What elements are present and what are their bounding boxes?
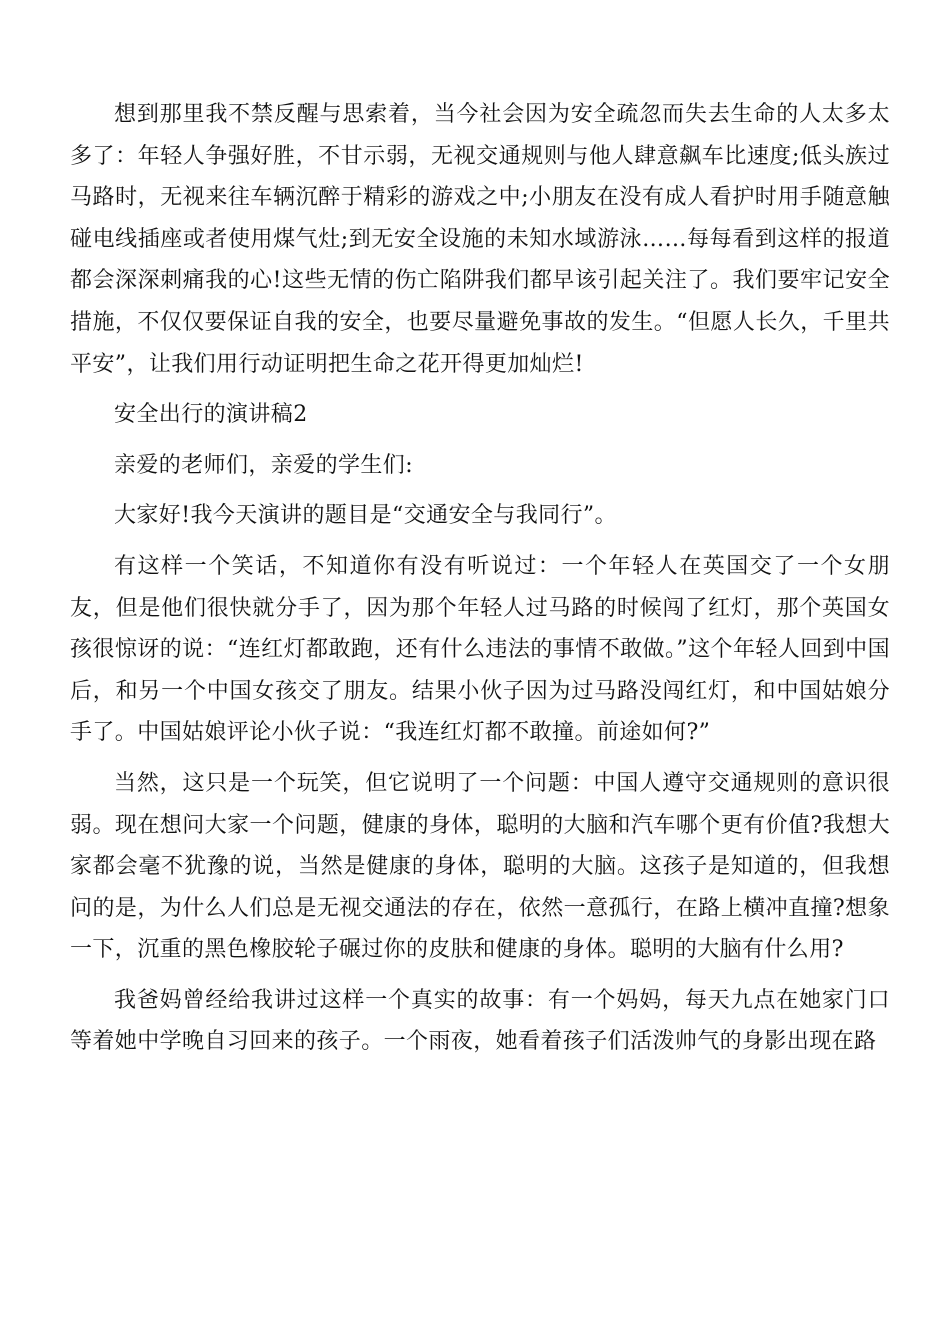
salutation: 亲爱的老师们，亲爱的学生们: — [114, 452, 414, 478]
paragraph-safety-reflection: 想到那里我不禁反醒与思索着，当今社会因为安全疏忽而失去生命的人太多太多了：年轻人争强好胜，不甘示弱，无视交通规则与他人肆意飙车比速度;低头族过马路时，无视来往车辆沉醉于精彩的游戏之中;小朋友在没有成人看护时用手随意触碰电线插座或者使用煤气灶;到无安全设施的未知水域游泳……每每看到这样的报道都会深深刺痛我的心!这些无情的伤亡陷阱我们都早该引起关注了。我们要牢记安全措施，不仅仅要保证自我的安全，也要尽量避免事故的发生。“但愿人长久，千里共平安”，让我们用行动证明把生命之花开得更加灿烂! — [70, 102, 890, 377]
paragraph-awareness: 当然，这只是一个玩笑，但它说明了一个问题：中国人遵守交通规则的意识很弱。现在想问大家一个问题，健康的身体，聪明的大脑和汽车哪个更有价值?我想大家都会毫不犹豫的说，当然是健康的身体，聪明的大脑。这孩子是知道的，但我想问的是，为什么人们总是无视交通法的存在，依然一意孤行，在路上横冲直撞?想象一下，沉重的黑色橡胶轮子碾过你的皮肤和健康的身体。聪明的大脑有什么用? — [70, 770, 890, 963]
section-heading: 安全出行的演讲稿2 — [114, 402, 308, 428]
document-body — [70, 94, 890, 1063]
speech-title-line: 大家好!我今天演讲的题目是“交通安全与我同行”。 — [114, 503, 617, 529]
paragraph-joke: 有这样一个笑话，不知道你有没有听说过：一个年轻人在英国交了一个女朋友，但是他们很快就分手了，因为那个年轻人过马路的时候闯了红灯，那个英国女孩很惊讶的说：“连红灯都敢跑，还有什么违法的事情不敢做。”这个年轻人回到中国后，和另一个中国女孩交了朋友。结果小伙子因为过马路没闯红灯，和中国姑娘分手了。中国姑娘评论小伙子说：“我连红灯都不敢撞。前途如何?” — [70, 553, 890, 746]
paragraph-story: 我爸妈曾经给我讲过这样一个真实的故事：有一个妈妈，每天九点在她家门口等着她中学晚自习回来的孩子。一个雨夜，她看着孩子们活泼帅气的身影出现在路 — [70, 987, 890, 1055]
